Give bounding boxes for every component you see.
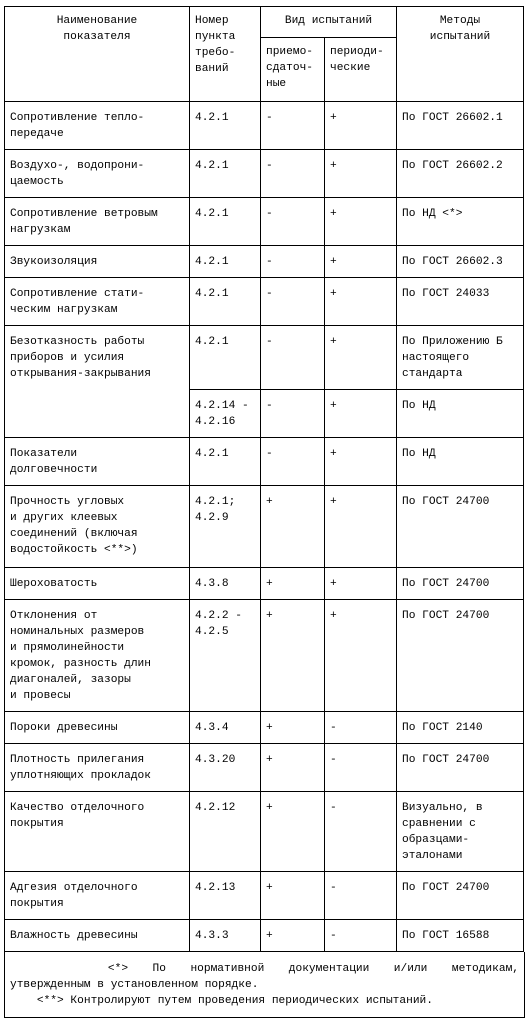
cell-acceptance: + (261, 920, 325, 952)
cell-periodic: + (325, 102, 397, 150)
cell-acceptance: + (261, 712, 325, 744)
cell-method: По НД <*> (397, 198, 524, 246)
table-row (5, 246, 524, 278)
cell-method: По НД (397, 438, 524, 486)
cell-periodic: - (325, 792, 397, 872)
cell-acceptance: - (261, 102, 325, 150)
cell-acceptance: - (261, 198, 325, 246)
cell-item: 4.3.4 (190, 712, 261, 744)
cell-method: По ГОСТ 24700 (397, 872, 524, 920)
cell-method: По ГОСТ 24700 (397, 744, 524, 792)
cell-acceptance: - (261, 278, 325, 326)
table-row (5, 568, 524, 600)
cell-name: Сопротивление стати- ческим нагрузкам (5, 278, 190, 326)
cell-name: Адгезия отделочного покрытия (5, 872, 190, 920)
cell-item: 4.3.8 (190, 568, 261, 600)
cell-item: 4.2.1 (190, 326, 261, 390)
cell-periodic: - (325, 712, 397, 744)
header-methods: Методы испытаний (397, 7, 524, 102)
table-header (5, 7, 524, 102)
table-row (5, 438, 524, 486)
cell-acceptance: + (261, 568, 325, 600)
cell-name: Безотказность работы приборов и усилия открывания-закрывания (5, 326, 190, 438)
cell-item: 4.2.1 (190, 150, 261, 198)
cell-periodic: + (325, 198, 397, 246)
table-row (5, 486, 524, 568)
table-row (5, 198, 524, 246)
cell-name: Показатели долговечности (5, 438, 190, 486)
cell-item: 4.2.2 - 4.2.5 (190, 600, 261, 712)
cell-method: По ГОСТ 26602.1 (397, 102, 524, 150)
table-row (5, 920, 524, 952)
cell-periodic: - (325, 872, 397, 920)
cell-item: 4.2.1 (190, 246, 261, 278)
table-row (5, 600, 524, 712)
cell-name: Сопротивление ветровым нагрузкам (5, 198, 190, 246)
cell-item: 4.2.13 (190, 872, 261, 920)
header-name: Наименование показателя (5, 7, 190, 102)
cell-periodic: - (325, 744, 397, 792)
cell-name: Плотность прилегания уплотняющих прокладок (5, 744, 190, 792)
cell-item: 4.2.14 - 4.2.16 (190, 390, 261, 438)
cell-acceptance: - (261, 246, 325, 278)
note-1-line-1: <*> По нормативной документации и/или методикам, (10, 963, 519, 975)
cell-name: Воздухо-, водопрони- цаемость (5, 150, 190, 198)
note-1-line-2: утвержденным в установленном порядке. (10, 979, 259, 991)
cell-acceptance: + (261, 486, 325, 568)
cell-acceptance: - (261, 326, 325, 390)
cell-periodic: + (325, 246, 397, 278)
table-row (5, 278, 524, 326)
table-row (5, 744, 524, 792)
cell-periodic: - (325, 920, 397, 952)
note-2: <**> Контролируют путем проведения периодических испытаний. (10, 995, 433, 1007)
header-acceptance: приемо- сдаточ- ные (261, 38, 325, 102)
header-item: Номер пункта требо- ваний (190, 7, 261, 102)
cell-name: Прочность угловых и других клеевых соединений (включая водостойкость <**>) (5, 486, 190, 568)
table-row (5, 102, 524, 150)
tests-table (4, 6, 524, 952)
cell-item: 4.3.20 (190, 744, 261, 792)
cell-method: По ГОСТ 24033 (397, 278, 524, 326)
cell-name: Шероховатость (5, 568, 190, 600)
cell-name: Качество отделочного покрытия (5, 792, 190, 872)
table-row (5, 712, 524, 744)
cell-method: По НД (397, 390, 524, 438)
table-notes (4, 952, 525, 1018)
cell-method: По ГОСТ 26602.2 (397, 150, 524, 198)
cell-method: По Приложению Б настоящего стандарта (397, 326, 524, 390)
cell-method: По ГОСТ 24700 (397, 600, 524, 712)
cell-item: 4.2.12 (190, 792, 261, 872)
cell-acceptance: - (261, 438, 325, 486)
cell-method: По ГОСТ 24700 (397, 486, 524, 568)
table-row (5, 792, 524, 872)
cell-method: Визуально, в сравнении с образцами- эталонами (397, 792, 524, 872)
table-body (5, 102, 524, 952)
cell-name: Отклонения от номинальных размеров и прямолинейности кромок, разность длин диагоналей, зазоры и провесы (5, 600, 190, 712)
cell-periodic: + (325, 150, 397, 198)
table-row (5, 872, 524, 920)
table-row (5, 150, 524, 198)
cell-acceptance: - (261, 150, 325, 198)
cell-periodic: + (325, 486, 397, 568)
header-periodic: периоди- ческие (325, 38, 397, 102)
header-test-kind: Вид испытаний (261, 7, 397, 38)
cell-method: По ГОСТ 24700 (397, 568, 524, 600)
cell-method: По ГОСТ 2140 (397, 712, 524, 744)
cell-acceptance: + (261, 792, 325, 872)
cell-item: 4.3.3 (190, 920, 261, 952)
cell-item: 4.2.1 (190, 102, 261, 150)
cell-acceptance: + (261, 744, 325, 792)
cell-periodic: + (325, 568, 397, 600)
cell-periodic: + (325, 438, 397, 486)
cell-periodic: + (325, 326, 397, 390)
cell-item: 4.2.1 (190, 438, 261, 486)
cell-periodic: + (325, 390, 397, 438)
cell-item: 4.2.1 (190, 198, 261, 246)
cell-acceptance: + (261, 872, 325, 920)
cell-method: По ГОСТ 16588 (397, 920, 524, 952)
cell-acceptance: + (261, 600, 325, 712)
cell-name: Звукоизоляция (5, 246, 190, 278)
cell-item: 4.2.1; 4.2.9 (190, 486, 261, 568)
cell-name: Пороки древесины (5, 712, 190, 744)
cell-periodic: + (325, 600, 397, 712)
table-row (5, 326, 524, 390)
cell-name: Влажность древесины (5, 920, 190, 952)
document (4, 6, 525, 1018)
cell-method: По ГОСТ 26602.3 (397, 246, 524, 278)
cell-acceptance: - (261, 390, 325, 438)
cell-item: 4.2.1 (190, 278, 261, 326)
cell-periodic: + (325, 278, 397, 326)
cell-name: Сопротивление тепло- передаче (5, 102, 190, 150)
